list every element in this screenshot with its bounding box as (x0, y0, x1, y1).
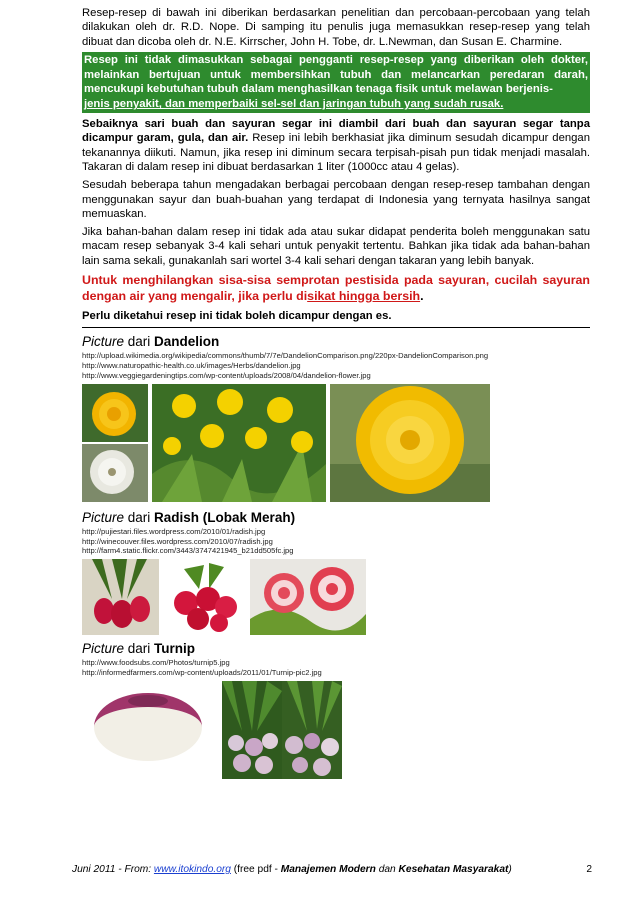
section-title (82, 510, 590, 526)
warning-text: Untuk menghilangkan sisa-sisa semprotan pestisida pada sayuran, cucilah sayuran dengan air yang mengalir, jika perlu di (82, 273, 590, 304)
source-link[interactable]: http://farm4.static.flickr.com/3443/3747421945_b21dd505fc.jpg (82, 546, 294, 556)
source-link[interactable]: http://www.naturopathic-health.co.uk/images/Herbs/dandelion.jpg (82, 361, 301, 371)
plant-name: Radish (Lobak Merah) (154, 509, 296, 525)
section-title (82, 641, 590, 657)
source-link[interactable]: http://www.veggiegardeningtips.com/wp-content/uploads/2008/04/dandelion-flower.jpg (82, 370, 371, 380)
plant-name: Dandelion (154, 334, 220, 350)
turnip-single-image (82, 681, 216, 779)
page-footer (72, 864, 592, 875)
highlight-text: Resep ini tidak dimasukkan sebagai pengganti resep-resep yang diberikan oleh dokter, melainkan bertujuan untuk membersihkan tubuh dan melancarkan peredaran darah, mencukupi kebutuhan tubuh dalam menghasilkan tenaga fisik untuk melawan berjenis- (84, 53, 588, 96)
radish-bunch-image (82, 559, 159, 635)
footer-title: Kesehatan Masyarakat (398, 864, 509, 875)
section-radish (82, 510, 590, 635)
dandelion-seedhead-image (82, 444, 148, 502)
dandelion-closeup-image (330, 384, 490, 502)
document-body (82, 6, 590, 779)
warning-end: . (420, 289, 424, 304)
dandelion-flower-image (82, 384, 148, 442)
highlight-text-underlined: jenis penyakit, dan memperbaiki sel-sel dan jaringan tubuh yang sudah rusak. (84, 98, 504, 111)
footer-prefix: Juni 2011 - From: (72, 864, 154, 875)
footer-title: Manajemen Modern (280, 864, 376, 875)
section-turnip (82, 641, 590, 779)
experiment-paragraph: Sesudah beberapa tahun mengadakan berbagai percobaan dengan resep-resep tambahan dengan menggunakan sayur dan buah-buahan yang terdapat di Indonesia yang ternyata hasilnya sangat memuaskan. (82, 179, 590, 220)
pesticide-warning (82, 272, 590, 304)
dari-word: dari (124, 509, 155, 525)
highlight-paragraph (82, 52, 590, 113)
dandelion-plants-image (152, 384, 326, 502)
source-link[interactable]: http://winecouver.files.wordpress.com/2010/07/radish.jpg (82, 536, 273, 546)
source-link[interactable]: http://www.foodsubs.com/Photos/turnip5.jpg (82, 658, 230, 668)
dari-word: dari (124, 641, 155, 657)
section-title (82, 334, 590, 350)
footer-text: (free pdf - (230, 864, 281, 875)
picture-word: Picture (82, 641, 125, 657)
source-link[interactable]: http://pujiestari.files.wordpress.com/2010/01/radish.jpg (82, 526, 266, 536)
ice-note: Perlu diketahui resep ini tidak boleh dicampur dengan es. (82, 310, 392, 323)
substitution-paragraph: Jika bahan-bahan dalam resep ini tidak ada atau sukar didapat penderita boleh menggunakan satu macam resep sebanyak 3-4 kali sehari untuk penyakit tertentu. Bahkan jika tidak ada bahan-bahan lain sama sekali, gunakanlah sari wortel 3-4 kali sehari dengan takaran yang lebih banyak. (82, 226, 590, 267)
plant-name: Turnip (154, 641, 196, 657)
juice-text: Resep ini lebih berkhasiat jika diminum sesudah dicampur dengan tekanannya diikuti. Namun, jika resep ini diminum secara terpisah-pisah pun tidak menjadi masalah. Takaran di dalam resep ini dibuat berdasarkan 1 liter (1000cc atau 4 gelas). (82, 132, 590, 173)
source-link[interactable]: http://informedfarmers.com/wp-content/uploads/2011/01/Turnip-pic2.jpg (82, 667, 322, 677)
turnip-harvest-image-2 (282, 681, 342, 779)
radish-roses-image (250, 559, 366, 635)
picture-word: Picture (82, 334, 125, 350)
divider (82, 327, 590, 328)
intro-paragraph: Resep-resep di bawah ini diberikan berdasarkan penelitian dan percobaan-percobaan yang telah dilakukan oleh dr. R.D. Nope. Di samping itu penulis juga memasukkan resep-resep yang telah dibuat dan dicoba oleh dr. N.E. Kirrscher, John H. Tobe, dr. L.Newman, dan Susan E. Charmine. (82, 7, 590, 48)
juice-paragraph (82, 117, 590, 174)
footer-text: dan (375, 864, 399, 875)
source-link[interactable]: http://upload.wikimedia.org/wikipedia/commons/thumb/7/7e/DandelionComparison.png/220px-DandelionComparison.png (82, 351, 489, 361)
turnip-harvest-image (222, 681, 282, 779)
warning-underlined: sikat hingga bersih (307, 289, 421, 304)
page-number: 2 (586, 864, 592, 875)
dari-word: dari (124, 334, 155, 350)
picture-word: Picture (82, 509, 125, 525)
juice-bold-text: Sebaiknya sari buah dan sayuran segar ini diambil dari buah dan sayuran segar tanpa dicampur garam, gula, dan air. (82, 118, 590, 145)
radish-pile-image (164, 559, 246, 635)
section-dandelion (82, 334, 590, 503)
footer-text: ) (508, 864, 512, 875)
footer-link[interactable]: www.itokindo.org (153, 864, 231, 875)
